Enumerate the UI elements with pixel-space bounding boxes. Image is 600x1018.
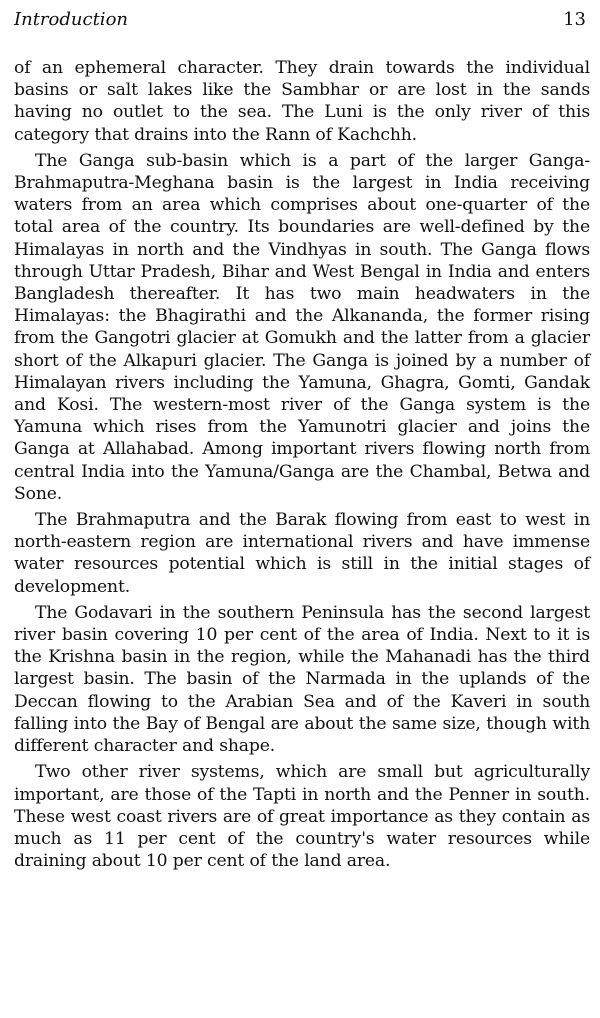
paragraph-ganga: The Ganga sub-basin which is a part of the larger Ganga-Brahmaputra-Meghana basin is the largest in India receiving waters from an area which comprises about one-quarter of the total area of the country. Its boundaries are well-defined by the Himalayas in north and the Vindhyas in south. The Ganga flows through Uttar Pradesh, Bihar and West Bengal in India and enters Bangladesh thereafter. It has two main headwaters in the Himalayas: the Bhagirathi and the Alkananda, the former rising from the Gangotri glacier at Gomukh and the latter from a glacier short of the Alkapuri glacier. The Ganga is joined by a number of Himalayan rivers including the Yamuna, Ghagra, Gomti, Gandak and Kosi. The western-most river of the Ganga system is the Yamuna which rises from the Yamunotri glacier and joins the Ganga at Allahabad. Among important rivers flowing north from central India into the Yamuna/Ganga are the Chambal, Betwa and Sone.: [14, 150, 590, 504]
paragraph-continued: of an ephemeral character. They drain towards the individual basins or salt lakes like the Sambhar or are lost in the sands having no outlet to the sea. The Luni is the only river of this category that drains into the Rann of Kachchh.: [14, 58, 590, 145]
running-head: [14, 9, 590, 39]
section-title: Introduction: [14, 9, 128, 30]
body-text: [14, 57, 590, 872]
paragraph-brahmaputra: The Brahmaputra and the Barak flowing from east to west in north-eastern region are international rivers and have immense water resources potential which is still in the initial stages of development.: [14, 510, 590, 597]
page-number: 13: [563, 9, 586, 30]
paragraph-west-coast-rivers: Two other river systems, which are small but agriculturally important, are those of the Tapti in north and the Penner in south. These west coast rivers are of great importance as they contain as much as 11 per cent of the country's water resources while draining about 10 per cent of the land area.: [14, 762, 590, 872]
paragraph-godavari: The Godavari in the southern Peninsula has the second largest river basin covering 10 per cent of the area of India. Next to it is the Krishna basin in the region, while the Mahanadi has the third largest basin. The basin of the Narmada in the uplands of the Deccan flowing to the Arabian Sea and of the Kaveri in south falling into the Bay of Bengal are about the same size, though with different character and shape.: [14, 602, 590, 757]
